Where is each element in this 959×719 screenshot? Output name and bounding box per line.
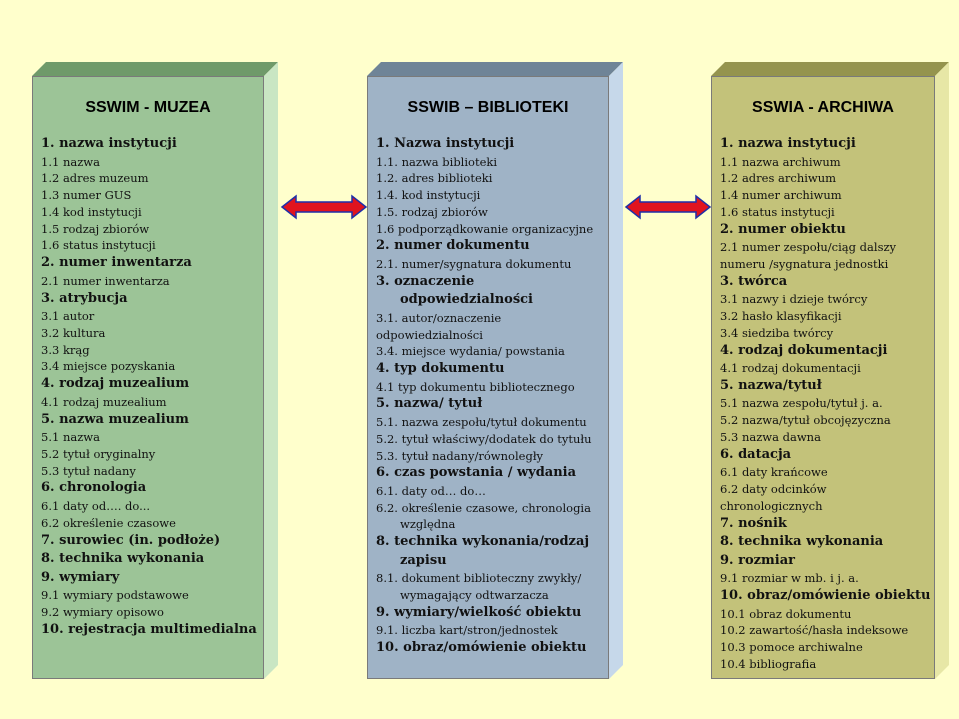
field-item: 5.2 nazwa/tytuł obcojęzyczna xyxy=(720,413,891,428)
field-item: 5.3. tytuł nadany/równoległy xyxy=(376,448,544,463)
field-group-heading: 8. technika wykonania/rodzaj xyxy=(376,534,590,550)
field-item: 1.4 kod instytucji xyxy=(41,204,142,219)
column-top-face xyxy=(367,62,623,76)
field-item: 1.1. nazwa biblioteki xyxy=(376,154,498,169)
field-item: 5.1. nazwa zespołu/tytuł dokumentu xyxy=(376,414,587,429)
field-item: 1.3 numer GUS xyxy=(41,188,132,203)
field-item: 5.2. tytuł właściwy/dodatek do tytułu xyxy=(376,431,592,446)
column-biblioteki xyxy=(367,62,623,679)
field-item: 6.2 daty odcinków chronologicznych xyxy=(720,482,827,513)
field-group-heading: 2. numer dokumentu xyxy=(376,238,530,254)
field-group-heading: 6. datacja xyxy=(720,446,792,462)
field-item: względna xyxy=(400,517,456,532)
field-list xyxy=(376,135,604,658)
field-group-heading: 3. oznaczenie xyxy=(376,273,475,289)
field-item: 2.1 numer zespołu/ciąg dalszy numeru /sygnatura jednostki xyxy=(720,240,897,271)
field-item: 1.6 status instytucji xyxy=(41,238,156,253)
field-item: 1.2. adres biblioteki xyxy=(376,171,493,186)
column-title: SSWIB – BIBLIOTEKI xyxy=(407,99,569,116)
field-item: 4.1 typ dokumentu bibliotecznego xyxy=(376,379,575,394)
field-list xyxy=(720,135,930,673)
field-group-heading: 1. Nazwa instytucji xyxy=(376,136,515,151)
field-group-heading: 3. atrybucja xyxy=(41,290,128,306)
field-item: 6.2. określenie czasowe, chronologia xyxy=(376,500,591,515)
field-item: wymagający odtwarzacza xyxy=(400,588,549,603)
field-group-heading: 7. nośnik xyxy=(720,515,787,531)
field-group-heading: 9. wymiary xyxy=(41,569,120,585)
field-group-heading: 4. rodzaj dokumentacji xyxy=(720,342,888,358)
field-group-heading: 9. rozmiar xyxy=(720,552,795,568)
field-group-heading: 8. technika wykonania xyxy=(41,551,205,567)
field-item: 10.1 obraz dokumentu xyxy=(720,606,852,621)
field-item: 9.1 wymiary podstawowe xyxy=(41,588,189,603)
field-group-heading: 5. nazwa/ tytuł xyxy=(376,396,483,412)
field-item: 8.1. dokument biblioteczny zwykły/ xyxy=(376,571,582,586)
field-item: 10.3 pomoce archiwalne xyxy=(720,640,863,655)
field-item: 1.4. kod instytucji xyxy=(376,188,481,203)
double-arrow-left-icon xyxy=(280,194,368,220)
field-list xyxy=(41,135,259,639)
field-item: 6.2 określenie czasowe xyxy=(41,515,176,530)
field-item: 3.2 kultura xyxy=(41,325,106,340)
field-group-heading: 1. nazwa instytucji xyxy=(41,136,177,151)
field-group-heading: 3. twórca xyxy=(720,273,788,289)
field-group-heading: 5. nazwa muzealium xyxy=(41,411,189,427)
column-side-face xyxy=(609,62,623,679)
column-title: SSWIM - MUZEA xyxy=(85,99,211,116)
field-item: 3.2 hasło klasyfikacji xyxy=(720,309,842,324)
field-group-heading: 10. obraz/omówienie obiektu xyxy=(720,588,931,604)
field-item: 5.3 tytuł nadany xyxy=(41,463,136,478)
field-item: 3.3 krąg xyxy=(41,342,90,357)
field-item: 3.4 miejsce pozyskania xyxy=(41,359,176,374)
field-group-heading: 2. numer obiektu xyxy=(720,221,846,237)
field-group-heading: 9. wymiary/wielkość obiektu xyxy=(376,604,582,620)
column-title: SSWIA - ARCHIWA xyxy=(752,99,894,116)
field-item: 1.2 adres archiwum xyxy=(720,171,837,186)
field-group-heading: 6. czas powstania / wydania xyxy=(376,465,577,481)
column-front-face xyxy=(711,76,935,679)
field-group-heading: 10. rejestracja multimedialna xyxy=(41,621,257,637)
field-group-heading: odpowiedzialności xyxy=(400,292,533,308)
field-item: 2.1. numer/sygnatura dokumentu xyxy=(376,256,572,271)
field-item: 9.2 wymiary opisowo xyxy=(41,604,164,619)
field-group-heading: 1. nazwa instytucji xyxy=(720,136,856,151)
field-group-heading: 2. numer inwentarza xyxy=(41,255,192,271)
field-item: 10.4 bibliografia xyxy=(720,656,817,671)
column-side-face xyxy=(264,62,278,679)
field-item: 3.4. miejsce wydania/ powstania xyxy=(376,344,565,359)
field-item: 1.1 nazwa archiwum xyxy=(720,154,841,169)
field-item: 6.1 daty krańcowe xyxy=(720,465,828,480)
field-group-heading: 4. typ dokumentu xyxy=(376,361,505,377)
column-front-face xyxy=(367,76,609,679)
field-item: 3.4 siedziba twórcy xyxy=(720,325,834,340)
field-item: 3.1 autor xyxy=(41,309,95,324)
field-item: 5.1 nazwa zespołu/tytuł j. a. xyxy=(720,396,883,411)
field-group-heading: 7. surowiec (in. podłoże) xyxy=(41,532,221,548)
column-top-face xyxy=(711,62,949,76)
field-item: 6.1. daty od… do… xyxy=(376,483,486,498)
column-muzea xyxy=(32,62,278,679)
field-item: 1.6 podporządkowanie organizacyjne xyxy=(376,221,594,236)
field-item: 1.5 rodzaj zbiorów xyxy=(41,221,150,236)
field-group-heading: 5. nazwa/tytuł xyxy=(720,377,822,393)
column-top-face xyxy=(32,62,278,76)
double-arrow-right-icon xyxy=(624,194,712,220)
field-group-heading: zapisu xyxy=(400,552,447,568)
field-item: 3.1 nazwy i dzieje twórcy xyxy=(720,292,868,307)
field-group-heading: 4. rodzaj muzealium xyxy=(41,376,190,392)
field-item: 1.5. rodzaj zbiorów xyxy=(376,204,488,219)
field-item: 6.1 daty od…. do... xyxy=(41,498,151,513)
field-item: 9.1 rozmiar w mb. i j. a. xyxy=(720,571,859,586)
column-side-face xyxy=(935,62,949,679)
field-item: 4.1 rodzaj dokumentacji xyxy=(720,361,861,376)
field-item: 1.6 status instytucji xyxy=(720,204,835,219)
field-item: 3.1. autor/oznaczenie odpowiedzialności xyxy=(376,310,502,342)
field-item: 10.2 zawartość/hasła indeksowe xyxy=(720,623,909,638)
field-item: 1.4 numer archiwum xyxy=(720,188,842,203)
field-group-heading: 8. technika wykonania xyxy=(720,534,884,550)
field-item: 9.1. liczba kart/stron/jednostek xyxy=(376,623,558,638)
field-item: 2.1 numer inwentarza xyxy=(41,273,170,288)
column-archiwa xyxy=(711,62,949,679)
field-item: 5.1 nazwa xyxy=(41,430,100,445)
field-item: 1.2 adres muzeum xyxy=(41,171,149,186)
field-item: 5.2 tytuł oryginalny xyxy=(41,446,156,461)
field-group-heading: 6. chronologia xyxy=(41,480,147,496)
field-item: 5.3 nazwa dawna xyxy=(720,430,821,445)
column-front-face xyxy=(32,76,264,679)
field-item: 1.1 nazwa xyxy=(41,154,100,169)
field-group-heading: 10. obraz/omówienie obiektu xyxy=(376,640,587,656)
field-item: 4.1 rodzaj muzealium xyxy=(41,394,167,409)
